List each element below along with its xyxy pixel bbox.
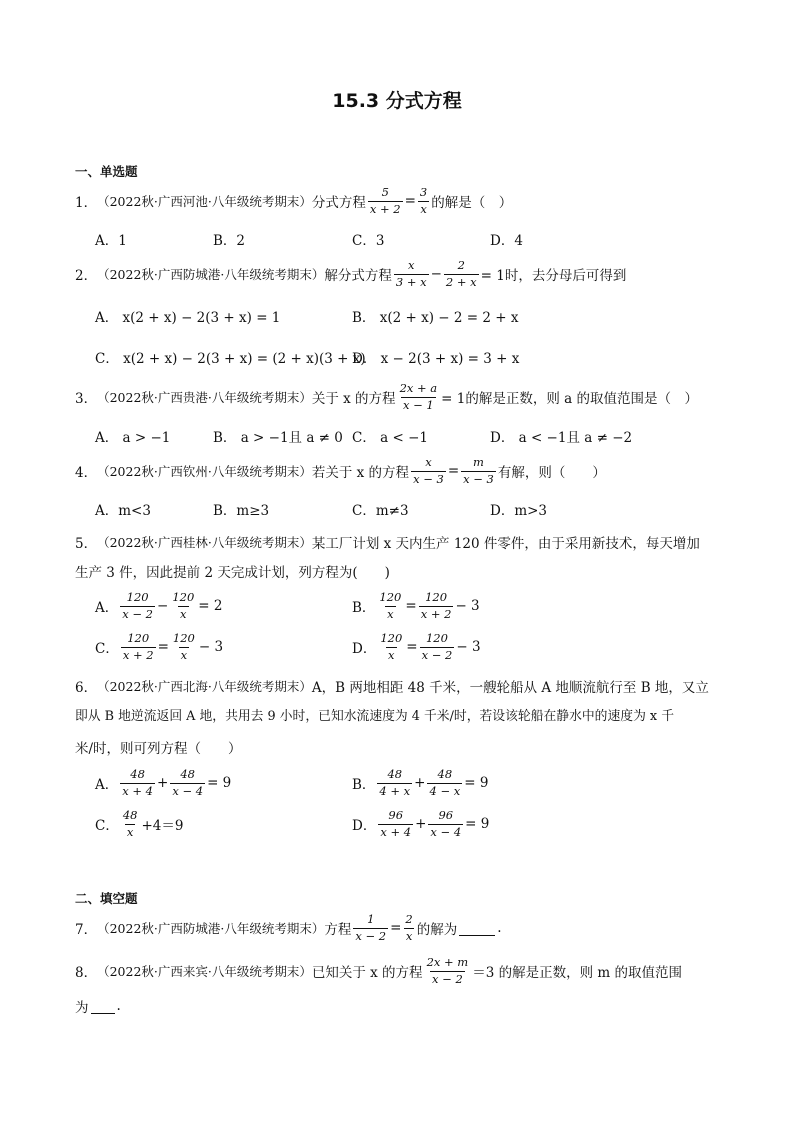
option-d: D．m>3 — [490, 503, 548, 519]
question-text: 某工厂计划 x 天内生产 120 件零件，由于采用新技术，每天增加 — [311, 536, 700, 552]
question-number: 1． — [75, 195, 98, 211]
question-text: 关于 x 的方程 — [311, 391, 396, 407]
option-a: A．m<3 — [95, 503, 151, 519]
option-d: D．4 — [490, 233, 523, 249]
question-source: （2022秋·广西北海·八年级统考期末） — [97, 679, 312, 694]
fraction: $\frac{x}{3 + x}$ — [395, 258, 427, 289]
option-b: B．m≥3 — [213, 503, 270, 519]
question-5-continued: 生产 3 件，因此提前 2 天完成计划，列方程为( ) — [75, 565, 390, 581]
section-heading-fill-blank: 二、填空题 — [75, 891, 138, 906]
option-c: C． $\frac{120}{x + 2}$ = $\frac{120}{x}$ − 3 — [95, 631, 224, 662]
question-text: 方程 — [324, 922, 352, 938]
fraction: $\frac{5}{x + 2}$ — [369, 185, 401, 216]
question-text: 的解是（ ） — [431, 195, 513, 211]
question-source: （2022秋·广西防城港·八年级统考期末） — [97, 921, 325, 936]
option-a: A． $\frac{120}{x - 2}$ − $\frac{120}{x}$ = 2 — [95, 590, 223, 621]
option-b: B．2 — [213, 233, 246, 249]
answer-blank[interactable] — [459, 921, 495, 936]
question-text: 有解，则（ ） — [497, 465, 606, 481]
fraction: $\frac{2x + a}{x - 1}$ — [399, 381, 438, 412]
question-text: = 1的解是正数，则 a 的取值范围是（ ） — [441, 391, 698, 407]
question-text: 若关于 x 的方程 — [311, 465, 410, 481]
question-source: （2022秋·广西防城港·八年级统考期末） — [97, 267, 325, 282]
fraction: $\frac{2x + m}{x - 2}$ — [426, 955, 469, 986]
question-5 — [75, 532, 700, 552]
question-number: 4． — [75, 465, 98, 481]
question-number: 8． — [75, 965, 98, 981]
option-a: A． $\frac{48}{x + 4}$ + $\frac{48}{x - 4}$ = 9 — [95, 767, 232, 798]
fraction: $\frac{m}{x - 3}$ — [463, 455, 494, 486]
option-b: B． $\frac{120}{x}$ = $\frac{120}{x + 2}$ − 3 — [352, 590, 480, 621]
question-source: （2022秋·广西钦州·八年级统考期末） — [97, 464, 312, 479]
option-a: A．1 — [95, 233, 127, 249]
section-heading-single-choice: 一、单选题 — [75, 164, 138, 179]
option-c: C．3 — [352, 233, 385, 249]
fraction: $\frac{2}{x}$ — [405, 912, 413, 943]
question-source: （2022秋·广西贵港·八年级统考期末） — [97, 390, 312, 405]
question-text: 的解为 — [416, 922, 458, 938]
question-number: 3． — [75, 391, 98, 407]
question-source: （2022秋·广西河池·八年级统考期末） — [97, 194, 312, 209]
option-c: C．m≠3 — [352, 503, 409, 519]
option-d: D． $\frac{96}{x + 4}$ + $\frac{96}{x - 4}$ = 9 — [352, 808, 490, 839]
question-2: 2． （2022秋·广西防城港·八年级统考期末） 解分式方程 $\frac{x}{3 + x}$ − $\frac{2}{2 + x}$ = 1时，去分母后可得到 — [75, 258, 627, 289]
question-source: （2022秋·广西桂林·八年级统考期末） — [97, 535, 312, 550]
question-6-continued: 即从 B 地逆流返回 A 地，共用去 9 小时，已知水流速度为 4 千米/时，若设该轮船在静水中的速度为 x 千 — [75, 709, 675, 724]
question-number: 5． — [75, 536, 98, 552]
question-number: 7． — [75, 922, 98, 938]
question-text: 解分式方程 — [324, 268, 392, 284]
question-8 — [75, 954, 682, 988]
question-text: ＝3 的解是正数，则 m 的取值范围 — [472, 965, 682, 981]
question-6 — [75, 676, 709, 696]
question-source: （2022秋·广西来宾·八年级统考期末） — [97, 964, 312, 979]
option-c: C． $\frac{48}{x}$ +4＝9 — [95, 808, 184, 839]
option-b: B． x(2 + x) − 2 = 2 + x — [352, 310, 519, 326]
option-a: A． a > −1 — [95, 430, 171, 446]
option-b: B． a > −1且 a ≠ 0 — [213, 430, 343, 446]
question-8-continued: 为 . — [75, 998, 121, 1016]
answer-blank[interactable] — [91, 999, 115, 1014]
question-number: 2． — [75, 268, 98, 284]
fraction: $\frac{2}{2 + x}$ — [445, 258, 477, 289]
fraction: $\frac{1}{x - 2}$ — [355, 912, 387, 943]
question-3 — [75, 381, 698, 413]
option-b: B． $\frac{48}{4 + x}$ + $\frac{48}{4 - x}$ = 9 — [352, 767, 489, 798]
question-7: 7． （2022秋·广西防城港·八年级统考期末） 方程 $\frac{1}{x - 2}$ = $\frac{2}{x}$ 的解为 . — [75, 912, 502, 943]
question-text: 已知关于 x 的方程 — [311, 965, 423, 981]
question-1: 1． （2022秋·广西河池·八年级统考期末） 分式方程 $\frac{5}{x + 2}$ = $\frac{3}{x}$ 的解是（ ） — [75, 185, 513, 216]
option-c: C． a < −1 — [352, 430, 428, 446]
fraction: $\frac{x}{x - 3}$ — [413, 455, 444, 486]
question-text: = 1时，去分母后可得到 — [480, 268, 627, 284]
question-4: 4． （2022秋·广西钦州·八年级统考期末） 若关于 x 的方程 $\frac{x}{x - 3}$ = $\frac{m}{x - 3}$ 有解，则（ ） — [75, 455, 606, 486]
option-a: A． x(2 + x) − 2(3 + x) = 1 — [95, 310, 281, 326]
option-d: D． $\frac{120}{x}$ = $\frac{120}{x - 2}$ − 3 — [352, 631, 481, 662]
option-c: C． x(2 + x) − 2(3 + x) = (2 + x)(3 + x) — [95, 351, 366, 367]
question-text: A，B 两地相距 48 千米，一艘轮船从 A 地顺流航行至 B 地，又立 — [311, 680, 709, 696]
question-text: 分式方程 — [311, 195, 366, 211]
question-number: 6． — [75, 680, 98, 696]
option-d: D． a < −1且 a ≠ −2 — [490, 430, 633, 446]
option-d: D． x − 2(3 + x) = 3 + x — [352, 351, 520, 367]
fraction: $\frac{3}{x}$ — [419, 185, 428, 216]
question-6-continued: 米/时，则可列方程（ ） — [75, 741, 242, 757]
page-title: 15.3 分式方程 — [332, 90, 462, 112]
